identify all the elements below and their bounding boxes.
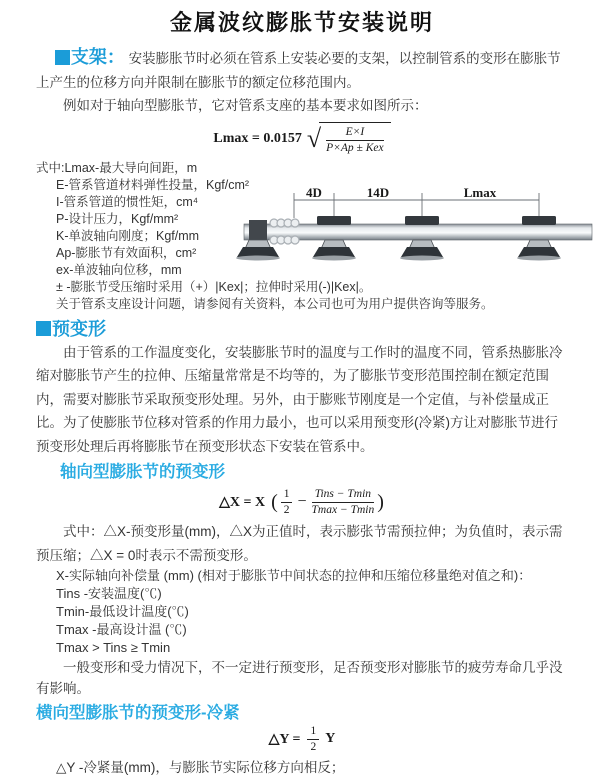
definition-item: Ap-膨胀节有效面积，cm² — [56, 245, 197, 260]
predeform-paragraph: 由于管系的工作温度变化，安装膨胀节时的温度与工作时的温度不同，管系热膨胀冷缩对膨胀节产生的拉伸、压缩量常常是不均等的，为了膨胀节变形范围控制在额定范围内，需要对膨胀节采取预变形处理。另外，由于膨账节刚度是一个定值，与补偿量成正比。为了使膨胀节位移对管系的作用力最小，也可以采用预变形(冷紧)方让对膨胀节进行预变形处理后再将膨胀节在预变形状态下安装在管系中。 — [36, 344, 563, 454]
open-paren: ( — [271, 491, 278, 513]
page-title: 金属波纹膨胀节安装说明 — [169, 10, 434, 35]
support-intro-paragraph — [36, 46, 568, 94]
definition-item: ex-单波轴向位移，mm — [56, 262, 182, 277]
formula-lhs: △X = X — [219, 494, 266, 510]
formula-lhs: Lmax = 0.0157 — [213, 130, 302, 146]
parameter-item: Tmax -最高设计温 (℃) — [56, 622, 187, 637]
pipe-support-diagram — [242, 186, 594, 272]
fraction-denominator: Tmax − Tmin — [311, 503, 375, 516]
square-root-expression — [307, 122, 391, 155]
close-paren: ) — [377, 491, 384, 513]
minus-operator: − — [297, 493, 307, 510]
lateral-formula — [36, 725, 568, 753]
parameter-list — [56, 567, 568, 657]
fraction-numerator: 1 — [281, 488, 293, 503]
definitions-list — [36, 160, 568, 313]
support-intro-text: 安装膨胀节时必须在管系上安装必要的支架，以控制管系的变形在膨胀节上产生的位移方向并限制在膨胀节的额定位移范围内。 — [36, 51, 561, 90]
definition-item: 式中:Lmax-最大导向间距，m — [36, 160, 198, 175]
fraction-numerator: 1 — [307, 725, 319, 740]
support-example-paragraph: 例如对于轴向型膨胀节，它对管系支座的基本要求如图所示： — [63, 98, 428, 113]
axial-formula — [36, 484, 568, 520]
radicand — [319, 122, 391, 155]
definition-item: K-单波轴向刚度；Kgf/mm — [56, 228, 200, 243]
section-predeform-heading — [36, 317, 568, 341]
dimension-label: 4D — [306, 184, 322, 200]
dimension-label: Lmax — [463, 184, 497, 200]
definition-item: E-管系管道材料弹性投量，Kgf/cm² — [56, 177, 250, 192]
dimension-label: 14D — [366, 184, 390, 200]
half-fraction — [307, 725, 319, 754]
axial-note-paragraph: 一般变形和受力情况下，不一定进行预变形，足否预变形对膨胀节的疲劳寿命几乎没有影响。 — [36, 660, 563, 696]
definition-item: P-设计压力，Kgf/mm² — [56, 211, 179, 226]
axial-explain-paragraph: 式中：△X-预变形量(mm)，△X为正值时，表示膨张节需预拉伸；为负值时，表示需预压缩；△X = 0时表示不需预变形。 — [36, 524, 563, 563]
radical-sign: √ — [306, 123, 322, 153]
definition-item: 关于管系支座设计问题，请参阅有关资料，本公司也可为用户提供咨询等服务。 — [56, 296, 494, 311]
parameter-item: X-实际轴向补偿量 (mm) (相对于膨胀节中间状态的拉伸和压缩位移量绝对值之和)： — [56, 568, 532, 583]
section-support-heading-label: 支架： — [70, 47, 125, 67]
square-bullet-icon — [55, 50, 70, 65]
definition-item: ± -膨胀节受压缩时采用（+）|Kex|；拉伸时采用(-)|Kex|。 — [56, 279, 372, 294]
axial-subheading: 轴向型膨胀节的预变形 — [60, 463, 225, 481]
temperature-fraction — [312, 488, 375, 517]
fraction-numerator: Tins − Tmin — [312, 488, 375, 503]
section-support-heading — [55, 47, 125, 67]
parameter-item: Tmax > Tins ≥ Tmin — [56, 640, 171, 655]
definition-item: I-管系管道的惯性矩，cm⁴ — [56, 194, 199, 209]
section-predeform-heading-label: 预变形 — [52, 318, 106, 339]
fraction-numerator: E×I — [326, 126, 384, 141]
square-bullet-icon — [36, 321, 51, 336]
formula-lhs: △Y = — [268, 731, 301, 747]
fraction-denominator: 2 — [283, 503, 290, 516]
dimension-lines — [294, 193, 539, 218]
formula-fraction — [326, 126, 384, 155]
parameter-item: Tmin-最低设计温度(℃) — [56, 604, 189, 619]
fraction-denominator: P×Ap ± Kex — [326, 142, 384, 154]
lateral-note-paragraph: △Y -冷紧量(mm)，与膨胀节实际位移方向相反； — [56, 760, 345, 775]
lateral-subheading: 横向型膨胀节的预变形-冷紧 — [36, 704, 240, 722]
formula-rhs: Y — [325, 731, 336, 746]
fraction-denominator: 2 — [310, 740, 317, 753]
parameter-item: Tins -安装温度(℃) — [56, 586, 162, 601]
half-fraction — [281, 488, 293, 517]
lmax-formula — [36, 120, 568, 158]
